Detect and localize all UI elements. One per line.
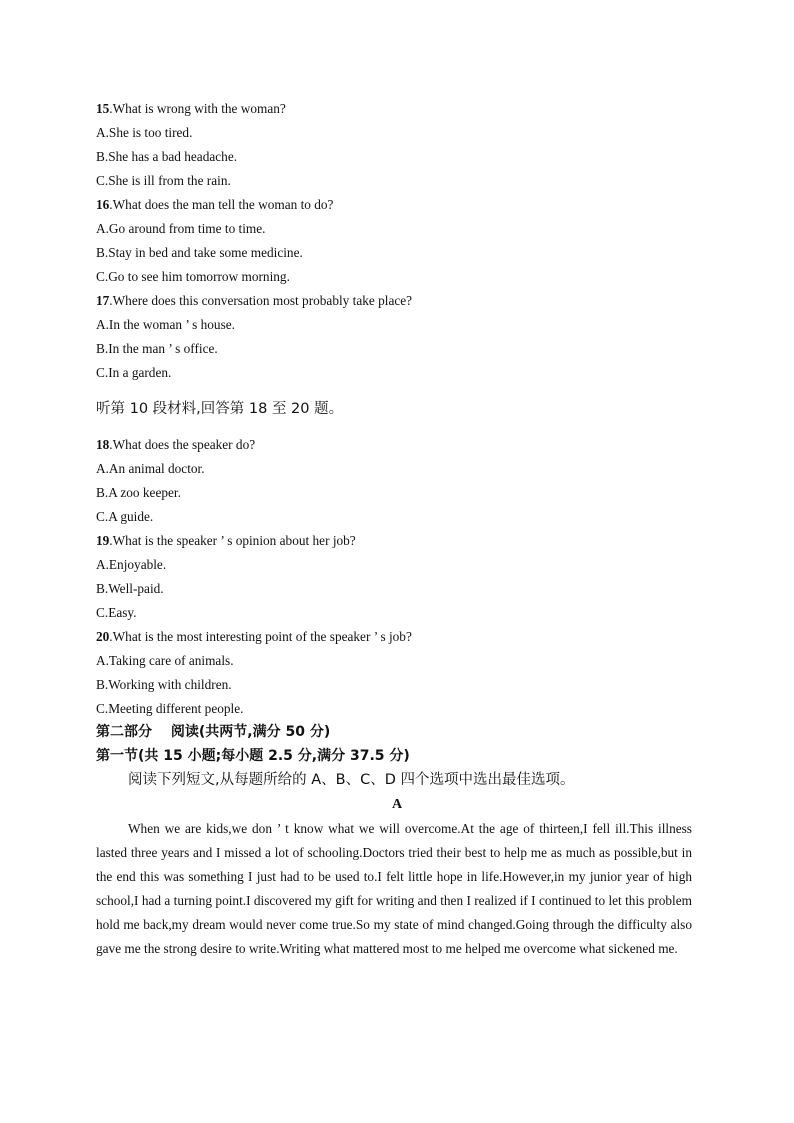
question-16 xyxy=(96,197,333,213)
option-b: B.Well-paid. xyxy=(96,581,164,596)
question-text: .What does the speaker do? xyxy=(109,437,256,452)
reading-instruction: 阅读下列短文,从每题所给的 A、B、C、D 四个选项中选出最佳选项。 xyxy=(128,772,575,788)
option-a: A.An animal doctor. xyxy=(96,461,205,476)
question-text: .What is the most interesting point of the speaker ’ s job? xyxy=(109,629,412,644)
question-number: 17 xyxy=(96,293,110,308)
question-18 xyxy=(96,437,255,453)
option-b: B.In the man ’ s office. xyxy=(96,341,218,356)
option-c: C.Easy. xyxy=(96,605,137,620)
option-a: A.She is too tired. xyxy=(96,125,193,140)
part-2-heading: 第二部分 阅读(共两节,满分 50 分) xyxy=(96,724,331,740)
question-15 xyxy=(96,101,286,117)
option-c: C.Meeting different people. xyxy=(96,701,244,716)
question-number: 15 xyxy=(96,101,110,116)
option-b: B.A zoo keeper. xyxy=(96,485,181,500)
option-b: B.Stay in bed and take some medicine. xyxy=(96,245,303,260)
question-number: 18 xyxy=(96,437,110,452)
passage-paragraph: When we are kids,we don ’ t know what we will overcome.At the age of thirteen,I fell ill.This illness lasted three years and I missed a lot of schooling.Doctors tried their best to help me as much as possible,but in the end this was something I just had to be used to.I felt little hope in life.However,in my junior year of high school,I had a turning point.I discovered my gift for writing and then I realized if I continued to let this problem hold me back,my dream would never come true.So my state of mind changed.Going through the difficulty also gave me the strong desire to write.Writing what mattered most to me helped me overcome what sickened me. xyxy=(96,821,692,956)
option-a: A.In the woman ’ s house. xyxy=(96,317,235,332)
question-number: 19 xyxy=(96,533,110,548)
option-c: C.In a garden. xyxy=(96,365,172,380)
question-20 xyxy=(96,629,412,645)
passage-title: A xyxy=(391,797,403,812)
question-number: 16 xyxy=(96,197,110,212)
option-b: B.Working with children. xyxy=(96,677,232,692)
question-text: .What does the man tell the woman to do? xyxy=(109,197,334,212)
option-c: C.Go to see him tomorrow morning. xyxy=(96,269,290,284)
option-a: A.Go around from time to time. xyxy=(96,221,266,236)
question-text: .What is wrong with the woman? xyxy=(109,101,286,116)
option-b: B.She has a bad headache. xyxy=(96,149,238,164)
option-a: A.Taking care of animals. xyxy=(96,653,234,668)
option-c: C.She is ill from the rain. xyxy=(96,173,231,188)
option-a: A.Enjoyable. xyxy=(96,557,167,572)
option-c: C.A guide. xyxy=(96,509,154,524)
question-17 xyxy=(96,293,412,309)
question-19 xyxy=(96,533,356,549)
question-number: 20 xyxy=(96,629,110,644)
section-10-heading: 听第 10 段材料,回答第 18 至 20 题。 xyxy=(96,401,344,417)
question-text: .Where does this conversation most probably take place? xyxy=(109,293,413,308)
question-text: .What is the speaker ’ s opinion about her job? xyxy=(109,533,356,548)
section-1-heading: 第一节(共 15 小题;每小题 2.5 分,满分 37.5 分) xyxy=(96,748,410,764)
